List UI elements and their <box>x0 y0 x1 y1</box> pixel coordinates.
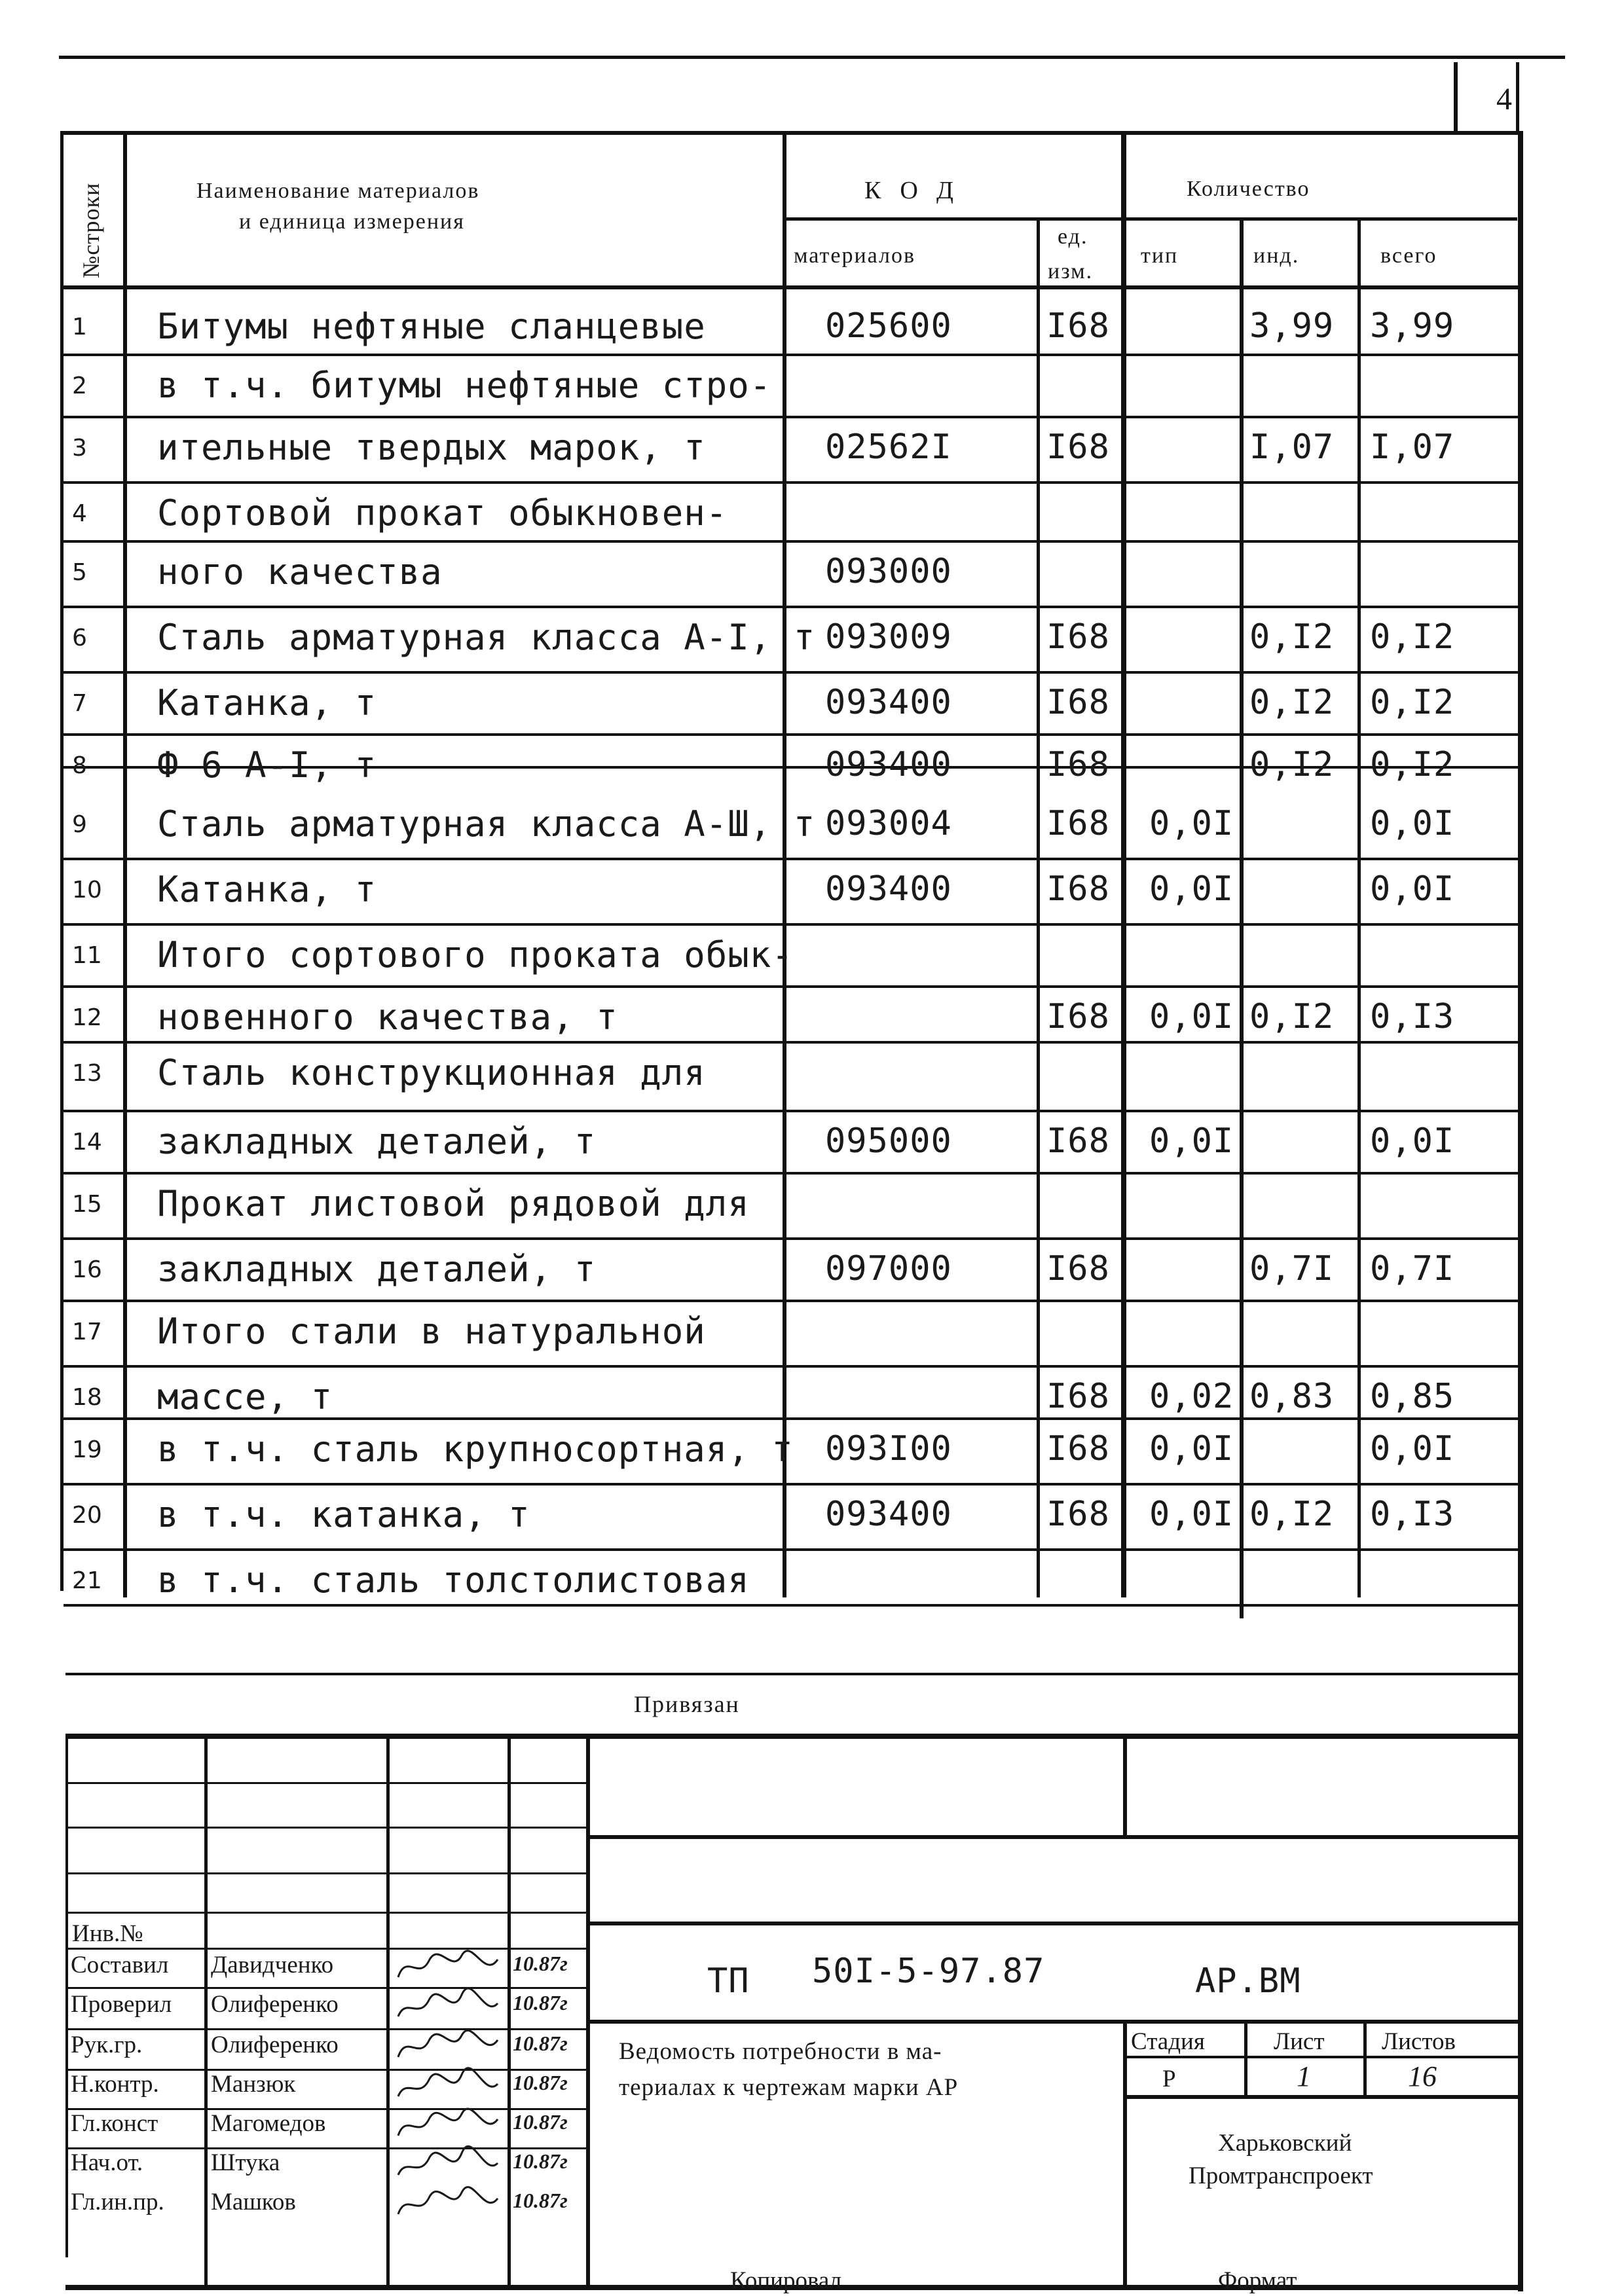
row-material-name: закладных деталей, т <box>157 1121 597 1162</box>
sheets-value: 16 <box>1408 2060 1437 2092</box>
row-divider <box>64 416 1519 418</box>
row-divider <box>64 1041 1519 1044</box>
row-qty-ind: 0,I2 <box>1249 997 1335 1036</box>
sheet-value: 1 <box>1297 2060 1311 2092</box>
attached-label: Привязан <box>634 1691 740 1717</box>
row-material-code: 093400 <box>825 869 952 909</box>
row-qty-total: 0,0I <box>1370 1121 1455 1161</box>
row-divider <box>64 985 1519 988</box>
header-quantity: Количество <box>1187 177 1310 201</box>
row-material-name: Катанка, т <box>157 869 377 910</box>
row-divider <box>64 1417 1519 1420</box>
row-number: 7 <box>72 690 87 717</box>
row-unit-code: I68 <box>1046 1121 1110 1161</box>
row-material-name: в т.ч. катанка, т <box>157 1494 530 1535</box>
stamp-h-right2 <box>588 1835 1518 1839</box>
row-qty-total: 0,I3 <box>1370 997 1455 1036</box>
signer-role: Гл.конст <box>71 2110 158 2137</box>
header-code-unit-2: изм. <box>1048 259 1094 283</box>
row-unit-code: I68 <box>1046 683 1110 722</box>
doc-title-line2: териалах к чертежам марки АР <box>619 2074 959 2101</box>
row-unit-code: I68 <box>1046 306 1110 346</box>
row-qty-typ: 0,0I <box>1149 1121 1234 1161</box>
stamp-h-right6 <box>1123 2095 1519 2099</box>
row-divider <box>64 354 1519 356</box>
row-material-name: Битумы нефтяные сланцевые <box>157 306 706 347</box>
row-number: 20 <box>72 1502 102 1529</box>
row-qty-ind: 0,I2 <box>1249 683 1335 722</box>
stamp-h7 <box>68 2028 587 2030</box>
header-code-material: материалов <box>794 244 916 268</box>
row-material-code: 093400 <box>825 745 952 784</box>
row-divider <box>64 606 1519 608</box>
row-material-code: 025600 <box>825 306 952 346</box>
signature-mark <box>393 1948 504 1987</box>
row-unit-code: I68 <box>1046 997 1110 1036</box>
stamp-top-line <box>65 1734 1519 1739</box>
row-qty-typ: 0,0I <box>1149 869 1234 909</box>
row-qty-typ: 0,0I <box>1149 997 1234 1036</box>
signer-role: Составил <box>71 1952 169 1978</box>
sheets-label: Листов <box>1382 2028 1456 2055</box>
footer-format: Формат <box>1218 2267 1297 2294</box>
inv-number-label: Инв.№ <box>72 1920 143 1947</box>
row-qty-typ: 0,02 <box>1149 1377 1234 1416</box>
row-qty-typ: 0,0I <box>1149 804 1234 843</box>
row-material-name: массе, т <box>157 1376 333 1417</box>
row-material-code: 093009 <box>825 617 952 657</box>
row-qty-typ: 0,0I <box>1149 1495 1234 1534</box>
doc-mark: АР.ВМ <box>1195 1961 1301 2001</box>
signer-name: Машков <box>211 2189 296 2215</box>
stamp-h5 <box>68 1948 587 1950</box>
row-material-code: 093400 <box>825 683 952 722</box>
row-qty-total: 0,I3 <box>1370 1495 1455 1534</box>
row-number: 4 <box>72 500 87 527</box>
row-number: 18 <box>72 1384 102 1411</box>
row-divider <box>64 733 1519 736</box>
doc-prefix: ТП <box>707 1961 750 2001</box>
table-top-line <box>60 131 1521 135</box>
frame-right-line <box>1518 131 1523 2291</box>
row-material-name: ительные твердых марок, т <box>157 427 706 468</box>
row-divider <box>64 1172 1519 1175</box>
sheet-label: Лист <box>1274 2028 1325 2055</box>
row-material-name: в т.ч. битумы нефтяные стро- <box>157 365 772 406</box>
header-row-number: №строки <box>78 182 104 278</box>
signer-date: 10.87г <box>513 2189 568 2212</box>
row-qty-total: 0,I2 <box>1370 745 1455 784</box>
row-qty-total: 0,85 <box>1370 1377 1455 1416</box>
row-number: 9 <box>72 811 87 838</box>
row-material-name: Итого сортового проката обык- <box>157 934 794 975</box>
row-material-name: в т.ч. сталь толстолистовая <box>157 1559 750 1601</box>
header-name-line2: и единица измерения <box>239 210 465 234</box>
row-divider <box>64 923 1519 926</box>
row-material-name: Сталь арматурная класса А-I, т <box>157 617 816 658</box>
row-material-name: закладных деталей, т <box>157 1248 597 1290</box>
top-border-line <box>59 56 1565 59</box>
signer-date: 10.87г <box>513 1952 568 1975</box>
row-number: 10 <box>72 877 102 903</box>
signer-name: Олиференко <box>211 2032 339 2058</box>
signer-role: Н.контр. <box>71 2071 159 2098</box>
row-material-name: в т.ч. сталь крупносортная, т <box>157 1429 794 1470</box>
row-qty-total: 0,0I <box>1370 1429 1455 1468</box>
row-material-code: 02562I <box>825 428 952 467</box>
row-number: 21 <box>72 1567 102 1594</box>
signature-mark <box>393 2106 504 2145</box>
pageno-box-left <box>1454 62 1458 134</box>
row-qty-total: 0,I2 <box>1370 617 1455 657</box>
stamp-v4 <box>586 1734 590 2287</box>
col-line-rowno <box>123 131 127 1597</box>
stamp-v1 <box>204 1734 208 2287</box>
row-qty-ind: 0,83 <box>1249 1377 1335 1416</box>
stamp-line-sep <box>65 1673 1519 1675</box>
table-left-line <box>60 131 64 1591</box>
signature-mark <box>393 1987 504 2026</box>
row-material-name: Итого стали в натуральной <box>157 1311 706 1352</box>
stamp-h3 <box>68 1872 587 1874</box>
row-number: 12 <box>72 1004 102 1031</box>
row-divider <box>64 1300 1519 1302</box>
row-number: 13 <box>72 1060 102 1087</box>
stamp-v5 <box>1123 1734 1127 1835</box>
row-material-code: 097000 <box>825 1249 952 1288</box>
stamp-h-right4 <box>588 2020 1518 2024</box>
row-divider <box>64 1483 1519 1485</box>
signer-name: Манзюк <box>211 2071 296 2098</box>
row-number: 2 <box>72 373 87 399</box>
row-material-name: Ф 6 А-I, т <box>157 744 377 786</box>
row-unit-code: I68 <box>1046 745 1110 784</box>
header-bottom-line <box>60 285 1521 289</box>
row-number: 5 <box>72 559 87 586</box>
row-qty-ind: 3,99 <box>1249 306 1335 346</box>
signature-mark <box>393 2067 504 2106</box>
signer-role: Рук.гр. <box>71 2032 143 2058</box>
row-unit-code: I68 <box>1046 1377 1110 1416</box>
org-line2: Промтранспроект <box>1189 2162 1373 2189</box>
row-material-name: новенного качества, т <box>157 996 618 1038</box>
row-qty-ind: 0,I2 <box>1249 1495 1335 1534</box>
row-qty-ind: 0,7I <box>1249 1249 1335 1288</box>
signer-role: Гл.ин.пр. <box>71 2189 164 2215</box>
signature-mark <box>393 2185 504 2224</box>
row-unit-code: I68 <box>1046 1495 1110 1534</box>
header-qty-ind: инд. <box>1253 244 1300 268</box>
row-qty-ind: 0,I2 <box>1249 745 1335 784</box>
signature-mark <box>393 2028 504 2067</box>
stamp-v2 <box>386 1734 390 2287</box>
row-unit-code: I68 <box>1046 617 1110 657</box>
signature-mark <box>393 2145 504 2185</box>
row-unit-code: I68 <box>1046 1429 1110 1468</box>
org-line1: Харьковский <box>1218 2130 1352 2157</box>
stamp-h-right3 <box>588 1922 1518 1925</box>
row-number: 15 <box>72 1191 102 1218</box>
row-material-name: Сортовой прокат обыкновен- <box>157 492 728 534</box>
col-line-typ <box>1240 217 1244 1618</box>
stamp-h10 <box>68 2147 587 2149</box>
header-qty-typ: тип <box>1141 244 1179 268</box>
row-qty-total: I,07 <box>1370 428 1455 467</box>
page-number: 4 <box>1496 82 1512 117</box>
row-divider <box>64 858 1519 860</box>
row-material-name: ного качества <box>157 551 443 592</box>
col-line-code <box>1037 217 1040 1597</box>
footer-copied: Копировал <box>730 2267 842 2294</box>
row-material-code: 093000 <box>825 552 952 591</box>
stamp-h4 <box>68 1912 587 1914</box>
row-number: 8 <box>72 752 87 779</box>
row-material-name: Катанка, т <box>157 682 377 723</box>
row-number: 1 <box>72 314 87 340</box>
header-sub-line <box>783 217 1517 221</box>
row-unit-code: I68 <box>1046 804 1110 843</box>
row-qty-total: 0,I2 <box>1370 683 1455 722</box>
row-divider <box>64 1110 1519 1112</box>
header-code: КОД <box>864 177 973 204</box>
row-number: 3 <box>72 435 87 462</box>
row-qty-total: 0,7I <box>1370 1249 1455 1288</box>
stamp-h1 <box>68 1782 587 1784</box>
signer-date: 10.87г <box>513 2032 568 2055</box>
row-material-name: Прокат листовой рядовой для <box>157 1183 750 1224</box>
row-unit-code: I68 <box>1046 1249 1110 1288</box>
row-qty-typ: 0,0I <box>1149 1429 1234 1468</box>
row-divider <box>64 540 1519 543</box>
row-qty-total: 0,0I <box>1370 869 1455 909</box>
row-divider <box>64 1548 1519 1551</box>
row-number: 14 <box>72 1129 102 1156</box>
row-material-name: Сталь конструкционная для <box>157 1052 706 1093</box>
doc-number: 50I-5-97.87 <box>812 1952 1045 1991</box>
signer-date: 10.87г <box>513 1991 568 2014</box>
row-number: 11 <box>72 942 102 969</box>
doc-title-line1: Ведомость потребности в ма- <box>619 2038 942 2065</box>
pageno-box-right <box>1516 62 1519 134</box>
header-code-unit-1: ед. <box>1058 225 1088 249</box>
stamp-h-right5 <box>1123 2056 1519 2058</box>
row-qty-total: 3,99 <box>1370 306 1455 346</box>
row-divider <box>64 481 1519 484</box>
row-qty-ind: 0,I2 <box>1249 617 1335 657</box>
signer-role: Нач.от. <box>71 2149 143 2176</box>
row-material-name: Сталь арматурная класса А-Ш, т <box>157 803 816 845</box>
table-bottom-line <box>64 1604 1519 1606</box>
row-material-code: 093400 <box>825 1495 952 1534</box>
row-divider <box>64 1365 1519 1368</box>
row-qty-total: 0,0I <box>1370 804 1455 843</box>
row-number: 6 <box>72 625 87 651</box>
signer-name: Штука <box>211 2149 280 2176</box>
signer-date: 10.87г <box>513 2071 568 2094</box>
row-qty-ind: I,07 <box>1249 428 1335 467</box>
signer-date: 10.87г <box>513 2149 568 2173</box>
row-divider <box>64 1237 1519 1240</box>
row-material-code: 095000 <box>825 1121 952 1161</box>
signer-name: Олиференко <box>211 1991 339 2018</box>
col-line-name <box>783 131 786 1597</box>
col-line-unit <box>1121 131 1126 1597</box>
stage-value: Р <box>1162 2066 1176 2092</box>
row-divider <box>64 671 1519 674</box>
stamp-h6 <box>68 1987 587 1989</box>
signer-role: Проверил <box>71 1991 172 2018</box>
signer-date: 10.87г <box>513 2110 568 2134</box>
stamp-v6 <box>1123 2020 1127 2287</box>
header-qty-total: всего <box>1380 244 1437 268</box>
signer-name: Давидченко <box>211 1952 334 1978</box>
stage-label: Стадия <box>1131 2028 1205 2055</box>
row-unit-code: I68 <box>1046 428 1110 467</box>
row-material-code: 093004 <box>825 804 952 843</box>
stamp-h2 <box>68 1827 587 1829</box>
row-unit-code: I68 <box>1046 869 1110 909</box>
row-number: 16 <box>72 1256 102 1283</box>
row-material-code: 093I00 <box>825 1429 952 1468</box>
row-number: 19 <box>72 1436 102 1463</box>
col-line-ind <box>1357 217 1361 1597</box>
signer-name: Магомедов <box>211 2110 326 2137</box>
header-name-line1: Наименование материалов <box>196 179 480 203</box>
row-number: 17 <box>72 1319 102 1345</box>
stamp-v3 <box>507 1734 511 2287</box>
stamp-left-line <box>65 1734 68 2257</box>
